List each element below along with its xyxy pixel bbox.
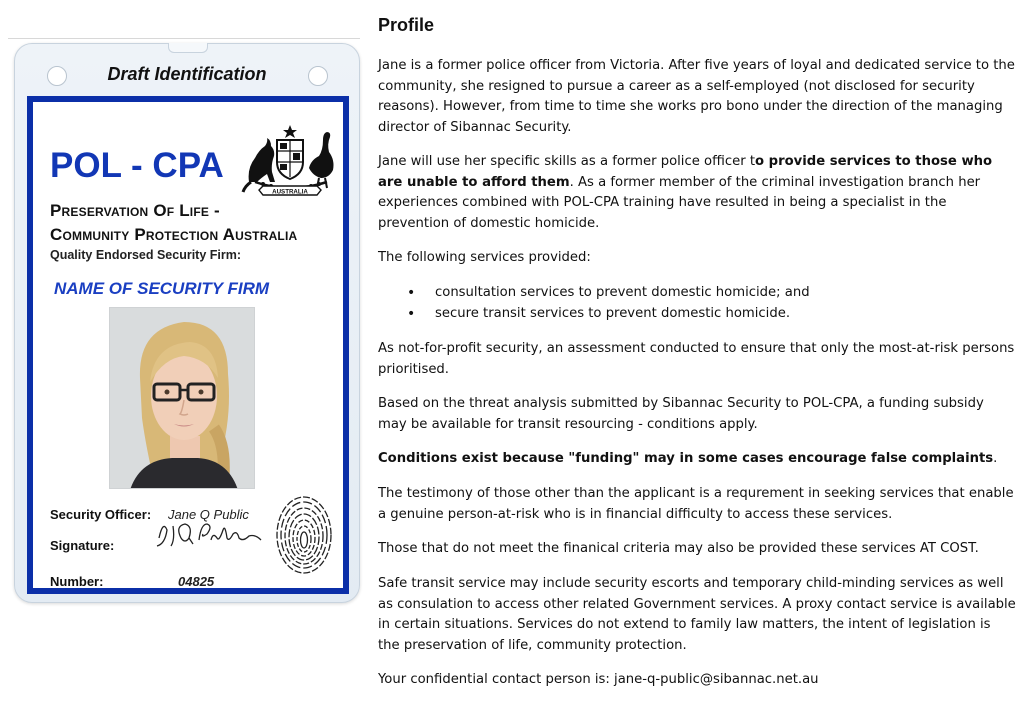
paragraph-skills-rest: . As a former member of the criminal investigation branch her experiences combined with POL-CPA training have resulted in being a specialist in the prevention of domestic homicide. [378,174,981,231]
paragraph-funding: Based on the threat analysis submitted by Sibannac Security to POL-CPA, a funding subsidy may be available for transit resourcing - conditions apply. [378,396,984,432]
paragraph-skills-emphasis: o provide services to those who are unable to afford them [378,154,993,190]
card-heading: Draft Identification [107,64,267,84]
portrait-image [110,308,255,489]
org-name-line1: Preservation Of Life - [50,201,220,220]
services-intro: The following services provided: [378,250,591,265]
number-value: 04825 [178,574,215,589]
number-label: Number: [50,574,104,589]
services-list [378,283,1016,325]
profile-title: Profile [378,15,435,35]
conditions-end: . [993,451,998,466]
paragraph-background: Jane is a former police officer from Victoria. After five years of loyal and dedicated service to the community, she resigned to pursue a career as a self-employed (not disclosed for security reasons). However, from time to time she works pro bono under the direction of the managing director of Sibannac Security. [378,58,1015,135]
list-item: • secure transit services to prevent domestic homicide. [378,304,1016,325]
officer-label: Security Officer: [50,507,152,522]
paragraph-skills [378,152,1016,234]
officer-name: Jane Q Public [168,507,249,522]
officer-photo [109,307,255,489]
thumbprint-icon [275,493,333,575]
contact-line[interactable]: Your confidential contact person is: jane-q-public@sibannac.net.au [378,672,819,687]
signature-label: Signature: [50,538,115,553]
org-abbreviation: POL - CPA [50,146,224,185]
paragraph-safe-transit: Safe transit service may include security escorts and temporary child-minding services as well as consulation to access other related Government services. A proxy contact service is available in certain situations. Services do not extend to family law matters, the intent of legislation is the preservation of life, community protection. [378,576,1016,653]
paragraph-skills-lead: Jane will use her specific skills as a former police officer t [378,154,755,169]
org-name-line2: Community Protection Australia [50,225,298,244]
quality-endorsed-label: Quality Endorsed Security Firm: [50,248,242,262]
list-item: • consultation services to prevent domestic homicide; and [378,283,1016,304]
signature-mark [153,516,265,552]
crest-scroll-text: AUSTRALIA [272,188,308,196]
card-slot [168,43,208,53]
paragraph-testimony: The testimony of those other than the applicant is a requrement in seeking services that enable a genuine person-at-risk who is in financial difficulty to access these services. [378,486,1014,522]
paragraph-assessment: As not-for-profit security, an assessment conducted to ensure that only the most-at-risk persons prioritised. [378,341,1015,377]
id-card [14,43,360,603]
id-card-area [8,38,360,604]
paragraph-conditions [378,449,1016,470]
card-panel [27,96,349,594]
paragraph-at-cost: Those that do not meet the finanical criteria may also be provided these services AT COST. [378,541,979,556]
conditions-emphasis: Conditions exist because "funding" may in some cases encourage false complaints [378,451,994,466]
coat-of-arms-icon [241,124,339,198]
security-firm-name: NAME OF SECURITY FIRM [54,279,270,298]
divider [8,38,360,39]
